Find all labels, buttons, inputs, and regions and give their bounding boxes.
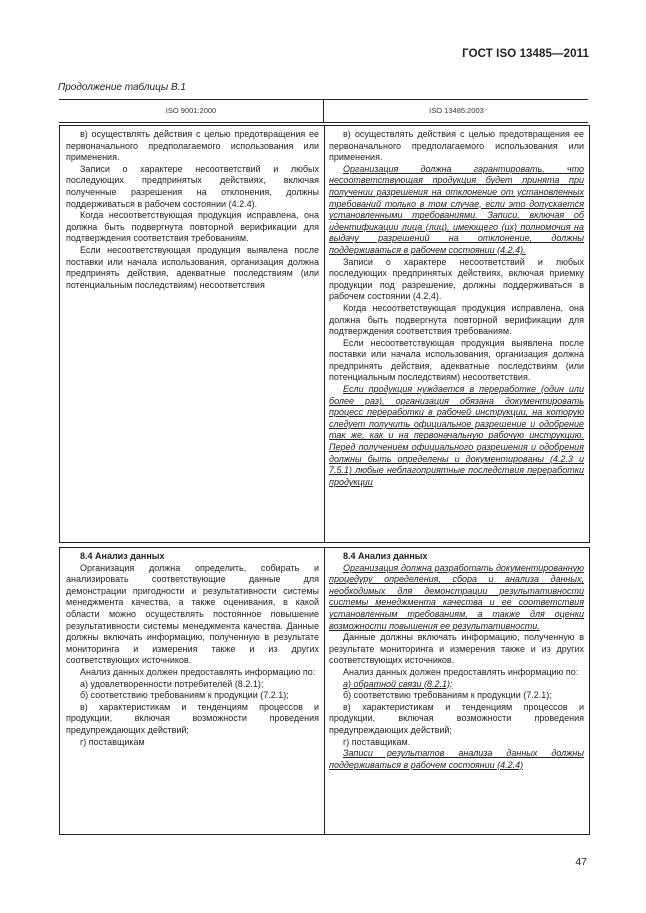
paragraph: Когда несоответствующая продукция исправлена, она должна быть подвергнута повторной верификации для подтверждения соответствия требованиям. [329, 302, 584, 337]
table-header [59, 99, 588, 123]
paragraph-added-requirement: Организация должна гарантировать, что несоответствующая продукция будет принята при получении разрешения на отклонение от установленных требований только в том случае, если это допускается установленными требованиями. Записи, включая об идентификации лица (лиц), имеющего (их) полномочия на выдачу разрешений на отклонение, должны поддерживаться в рабочем состоянии (4.2.4). [329, 163, 584, 255]
list-item: в) характеристикам и тенденциям процессов и продукции, включая возможности проведения предупреждающих действий; [66, 701, 319, 735]
section-heading: 8.4 Анализ данных [80, 551, 165, 561]
table-caption: Продолжение таблицы В.1 [58, 82, 186, 93]
cell-iso9001-data-analysis [60, 548, 324, 834]
list-item: в) характеристикам и тенденциям процессов и продукции, включая возможности проведения предупреждающих действий; [329, 701, 584, 735]
table-row-data-analysis [59, 547, 590, 835]
paragraph: Организация должна определить, собирать и анализировать соответствующие данные для демонстрации пригодности и результативности системы менеджмента качества, а также оценивания, в какой области можно осуществлять постоянное повышение результативности системы менеджмента качества. Данные должны включать информацию, полученную в результате мониторинга и измерения также и из других соответствующих источников. [66, 562, 319, 666]
page-number: 47 [575, 856, 587, 868]
paragraph: Записи о характере несоответствий и любых последующих предпринятых действиях, включая полученные разрешения на отклонения, должны поддерживаться в рабочем состоянии (4.2.4). [66, 163, 319, 209]
paragraph: Если несоответствующая продукция выявлена после поставки или начала использования, организация должна предпринять действия, адекватные последствиям (или потенциальным последствиям) несоответствия [66, 244, 319, 290]
paragraph-added-requirement: Записи результатов анализа данных должны поддерживаться в рабочем состоянии (4.2.4) [329, 748, 584, 770]
cell-iso13485-nonconformity [324, 126, 589, 542]
paragraph-added-requirement: Организация должна разработать документированную процедуру определения, сбора и анализа данных, необходимых для демонстрации результативности системы менеджмента качества и ее соответствия установленным требованиям, а также для оценки возможности повышения ее результативности. [329, 562, 584, 631]
paragraph: Анализ данных должен предоставлять информацию по: [80, 666, 316, 677]
document-code: ГОСТ ISO 13485—2011 [462, 48, 589, 60]
paragraph: в) осуществлять действия с целью предотвращения ее первоначального предполагаемого использования или применения. [329, 129, 584, 163]
cell-iso13485-data-analysis [324, 548, 589, 834]
column-header-iso9001: ISO 9001:2000 [165, 106, 217, 115]
paragraph: Данные должны включать информацию, полученную в результате мониторинга и измерения также и из других соответствующих источников. [329, 632, 584, 666]
list-item: г) поставщикам [80, 736, 145, 747]
paragraph: Записи о характере несоответствий и любых последующих предпринятых действиях, включая приемку продукции под разрешение, должны поддерживаться в рабочем состоянии (4.2.4). [329, 256, 584, 302]
list-item: б) соответствию требованиям к продукции (7.2.1); [343, 690, 552, 701]
list-item: г) поставщикам. [343, 736, 411, 747]
paragraph-added-requirement: Если продукция нуждается в переработке (один или более раз), организация обязана документировать процесс переработки в рабочей инструкции, на которую следует получить официальное разрешение и одобрение так же, как и на первоначальную рабочую инструкцию. Перед получением официального разрешения и одобрения должны быть определены и документированы (4.2.3 и 7.5.1) любые неблагоприятные последствия переработки продукции [329, 384, 584, 487]
list-item: б) соответствию требованиям к продукции (7.2.1); [80, 690, 289, 701]
paragraph: Когда несоответствующая продукция исправлена, она должна быть подвергнута повторной верификации для подтверждения соответствия требованиям. [66, 210, 319, 244]
list-item-changed: а) обратной связи (8.2.1); [343, 678, 453, 689]
paragraph: Если несоответствующая продукция выявлена после поставки или начала использования, организация должна предпринять действия, адекватные последствиям (или потенциальным последствиям) несоответствия. [329, 337, 584, 383]
column-header-iso13485: ISO 13485:2003 [323, 100, 589, 122]
paragraph: Анализ данных должен предоставлять информацию по: [343, 666, 579, 677]
list-item: а) удовлетворенности потребителей (8.2.1); [80, 678, 264, 689]
table-row-nonconformity [59, 125, 590, 543]
paragraph: в) осуществлять действия с целью предотвращения ее первоначального предполагаемого использования или применения. [66, 129, 319, 163]
cell-iso9001-nonconformity [60, 126, 324, 542]
section-heading: 8.4 Анализ данных [343, 551, 428, 561]
